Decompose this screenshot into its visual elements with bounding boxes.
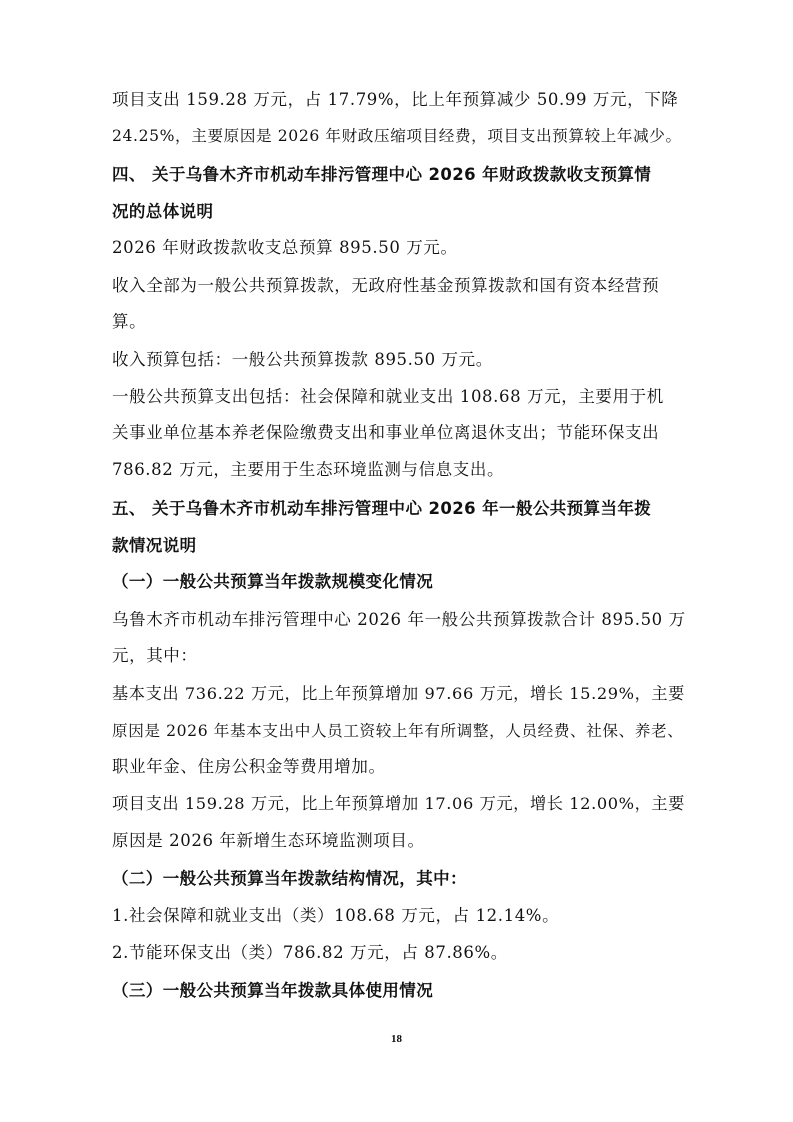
section-heading: 五、 关于乌鲁木齐市机动车排污管理中心 2026 年一般公共预算当年拨: [112, 499, 652, 518]
paragraph-line: 24.25%，主要原因是 2026 年财政压缩项目经费，项目支出预算较上年减少。: [112, 127, 682, 145]
paragraph-line: 收入全部为一般公共预算拨款，无政府性基金预算拨款和国有资本经营预: [112, 276, 660, 295]
paragraph-line: 算。: [112, 312, 147, 331]
page-number: 18: [391, 1033, 402, 1045]
list-item: 2.节能环保支出（类）786.82 万元，占 87.86%。: [112, 943, 508, 962]
paragraph-line: 原因是 2026 年新增生态环境监测项目。: [112, 831, 425, 850]
paragraph-line: 职业年金、住房公积金等费用增加。: [112, 757, 386, 776]
paragraph-line: 关事业单位基本养老保险缴费支出和事业单位离退休支出；节能环保支出: [112, 423, 660, 442]
subsection-heading: （一）一般公共预算当年拨款规模变化情况: [112, 572, 434, 591]
subsection-heading: （三）一般公共预算当年拨款具体使用情况: [112, 981, 434, 1000]
paragraph-line: 786.82 万元，主要用于生态环境监测与信息支出。: [112, 460, 505, 479]
paragraph-line: 项目支出 159.28 万元，比上年预算增加 17.06 万元，增长 12.00%，主要: [112, 794, 685, 813]
paragraph-line: 乌鲁木齐市机动车排污管理中心 2026 年一般公共预算拨款合计 895.50 万: [112, 610, 686, 629]
paragraph-line: 元，其中：: [112, 646, 198, 665]
paragraph-line: 收入预算包括：一般公共预算拨款 895.50 万元。: [112, 350, 493, 369]
section-heading: 况的总体说明: [112, 202, 214, 221]
paragraph-line: 原因是 2026 年基本支出中人员工资较上年有所调整，人员经费、社保、养老、: [112, 722, 684, 740]
paragraph-line: 项目支出 159.28 万元，占 17.79%，比上年预算减少 50.99 万元，下降: [112, 90, 679, 109]
section-heading: 四、 关于乌鲁木齐市机动车排污管理中心 2026 年财政拨款收支预算情: [112, 165, 652, 184]
paragraph-line: 2026 年财政拨款收支总预算 895.50 万元。: [112, 238, 458, 257]
section-heading: 款情况说明: [112, 536, 197, 555]
subsection-heading: （二）一般公共预算当年拨款结构情况，其中：: [112, 869, 467, 888]
paragraph-line: 基本支出 736.22 万元，比上年预算增加 97.66 万元，增长 15.29%，主要: [112, 684, 685, 703]
paragraph-line: 一般公共预算支出包括：社会保障和就业支出 108.68 万元，主要用于机: [112, 387, 664, 406]
list-item: 1.社会保障和就业支出（类）108.68 万元，占 12.14%。: [112, 906, 560, 925]
